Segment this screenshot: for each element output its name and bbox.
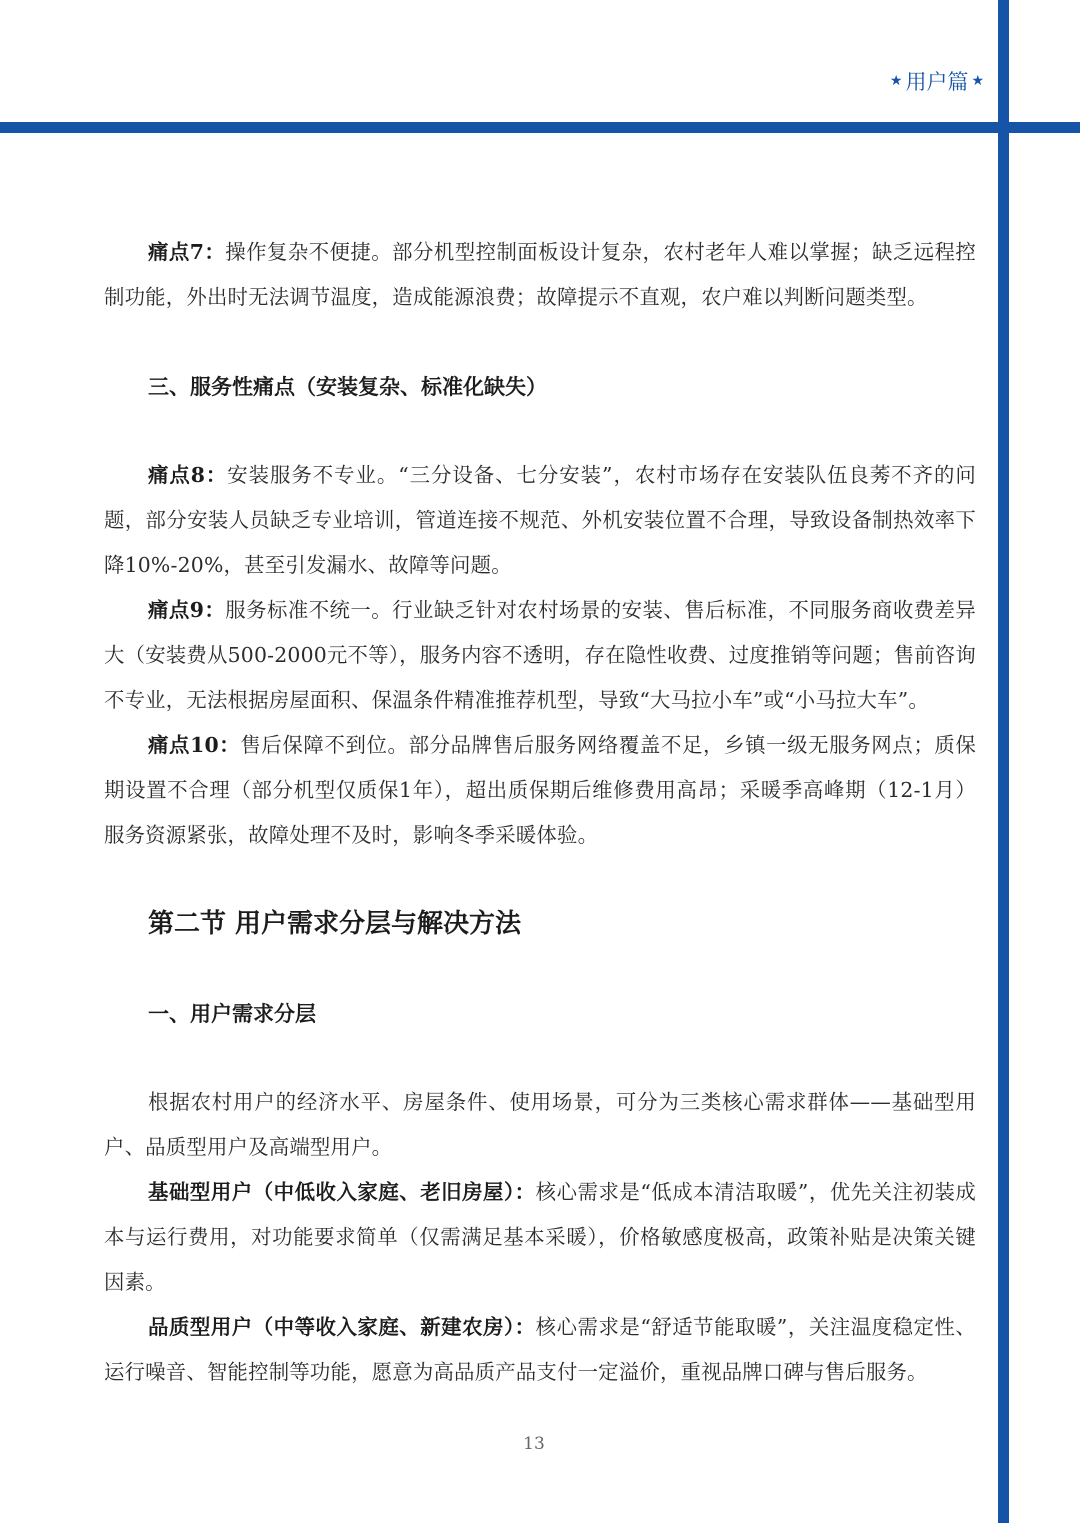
basic-users-text: 核心需求是“低成本清洁取暖”，优先关注初装成本与运行费用，对功能要求简单（仅需满足基本采暖），价格敏感度极高，政策补贴是决策关键因素。: [104, 1180, 977, 1294]
pain-9-text: 服务标准不统一。行业缺乏针对农村场景的安装、售后标准，不同服务商收费差异大（安装费从500-2000元不等），服务内容不透明，存在隐性收费、过度推销等问题；售前咨询不专业，无法根据房屋面积、保温条件精准推荐机型，导致“大马拉小车”或“小马拉大车”。: [104, 598, 976, 712]
pain-7-text: 操作复杂不便捷。部分机型控制面板设计复杂，农村老年人难以掌握；缺乏远程控制功能，外出时无法调节温度，造成能源浪费；故障提示不直观，农户难以判断问题类型。: [104, 240, 976, 309]
pain-7-label: 痛点7：: [148, 240, 226, 264]
paragraph-quality-users: [104, 1305, 976, 1395]
paragraph-pain-7: [104, 230, 976, 320]
pain-8-label: 痛点8：: [148, 463, 228, 487]
section-title: 第二节 用户需求分层与解决方法: [148, 909, 522, 939]
chapter-title: 用户篇: [905, 70, 969, 94]
side-rule: [998, 0, 1009, 1523]
paragraph-pain-8: [104, 453, 976, 588]
quality-users-text: 核心需求是“舒适节能取暖”，关注温度稳定性、运行噪音、智能控制等功能，愿意为高品质产品支付一定溢价，重视品牌口碑与售后服务。: [104, 1315, 977, 1384]
page-body: [104, 230, 976, 1395]
basic-users-label: 基础型用户（中低收入家庭、老旧房屋）：: [148, 1180, 536, 1204]
pain-10-text: 售后保障不到位。部分品牌售后服务网络覆盖不足，乡镇一级无服务网点；质保期设置不合理（部分机型仅质保1年），超出质保期后维修费用高昂；采暖季高峰期（12-1月）服务资源紧张，故障处理不及时，影响冬季采暖体验。: [104, 733, 976, 847]
paragraph-basic-users: [104, 1170, 976, 1305]
header-rule: [0, 122, 1080, 133]
pain-10-label: 痛点10：: [148, 733, 241, 757]
star-icon: ★: [971, 73, 984, 89]
heading-demand-layers: 一、用户需求分层: [148, 1001, 316, 1026]
pain-8-text: 安装服务不专业。“三分设备、七分安装”，农村市场存在安装队伍良莠不齐的问题，部分安装人员缺乏专业培训，管道连接不规范、外机安装位置不合理，导致设备制热效率下降10%-20%，甚至引发漏水、故障等问题。: [104, 463, 976, 577]
heading-service-pain: 三、服务性痛点（安装复杂、标准化缺失）: [148, 374, 547, 399]
quality-users-label: 品质型用户（中等收入家庭、新建农房）：: [148, 1315, 536, 1339]
chapter-label: [890, 66, 984, 96]
paragraph-pain-10: [104, 723, 976, 858]
star-icon: ★: [889, 73, 903, 89]
pain-9-label: 痛点9：: [148, 598, 226, 622]
paragraph-intro: 根据农村用户的经济水平、房屋条件、使用场景，可分为三类核心需求群体——基础型用户、品质型用户及高端型用户。: [104, 1090, 976, 1159]
paragraph-pain-9: [104, 588, 976, 723]
page-number: 13: [523, 1434, 545, 1454]
